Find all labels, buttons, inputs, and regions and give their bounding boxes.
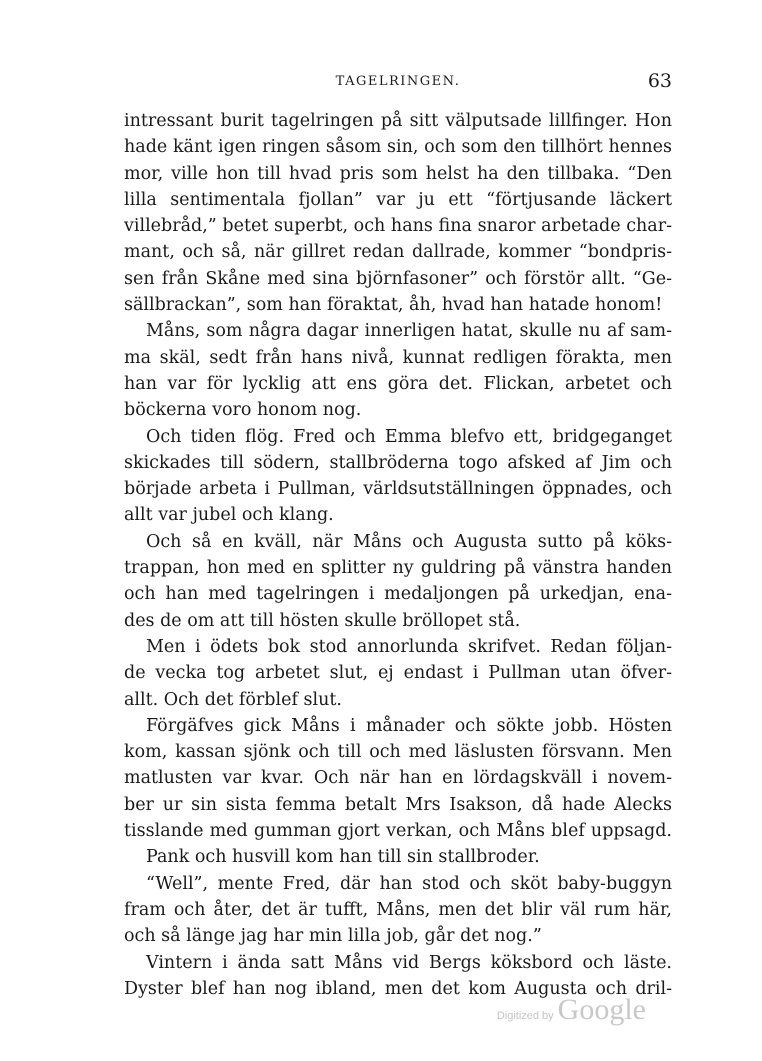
text-line: Men i ödets bok stod annorlunda skrifvet. Redan följan- (146, 636, 672, 657)
text-line: matlusten var kvar. Och när han en lördagskväll i novem- (124, 768, 672, 789)
text-line: trappan, hon med en splitter ny guldring på vänstra handen (124, 558, 672, 579)
text-line: Vintern i ända satt Måns vid Bergs köksbord och läste. (146, 952, 672, 973)
running-title: TAGELRINGEN. (335, 74, 461, 89)
text-line: ber ur sin sista femma betalt Mrs Isakson, då hade Alecks (124, 794, 672, 815)
text-line: han var för lycklig att ens göra det. Flickan, arbetet och (124, 373, 672, 394)
text-line: Måns, som några dagar innerligen hatat, skulle nu af sam- (146, 321, 672, 342)
text-line: Förgäfves gick Måns i månader och sökte jobb. Hösten (146, 715, 672, 736)
text-line: des de om att till hösten skulle bröllopet stå. (124, 610, 521, 631)
digitized-by-label: Digitized by (496, 1010, 554, 1022)
text-line: intressant burit tagelringen på sitt välputsade lillfinger. Hon (124, 111, 672, 131)
text-line: ma skäl, sedt från hans nivå, kunnat redligen förakta, men (124, 347, 672, 368)
text-line: hade känt igen ringen såsom sin, och som den tillhört hennes (124, 137, 672, 158)
text-line: började arbeta i Pullman, världsutställningen öppnades, och (124, 479, 672, 500)
body-text (124, 108, 672, 1002)
text-line: sen från Skåne med sina björnfasoner” och förstör allt. “Ge- (124, 268, 672, 289)
google-logo: Google (557, 993, 646, 1026)
text-line: sällbrackan”, som han föraktat, åh, hvad han hatade honom! (124, 295, 663, 316)
text-line: mant, och så, när gillret redan dallrade, kommer “bondpris- (124, 242, 672, 263)
text-line: Och tiden flög. Fred och Emma blefvo ett, bridgeganget (146, 426, 672, 447)
text-line: och så länge jag har min lilla job, går det nog.” (124, 926, 542, 947)
text-line: Dyster blef han nog ibland, men det kom Augusta och dril- (124, 978, 672, 999)
text-line: kom, kassan sjönk och till och med läslusten försvann. Men (124, 742, 672, 763)
text-line: skickades till södern, stallbröderna togo afsked af Jim och (124, 452, 672, 473)
text-line: Pank och husvill kom han till sin stallbroder. (146, 847, 540, 868)
text-line: villebråd,” betet superbt, och hans fina snaror arbetade char- (124, 216, 672, 237)
text-line: Och så en kväll, när Måns och Augusta sutto på köks- (146, 531, 672, 552)
text-line: “Well”, mente Fred, där han stod och sköt baby-buggyn (146, 873, 672, 894)
text-line: allt var jubel och klang. (124, 505, 334, 526)
text-line: lilla sentimentala fjollan” var ju ett “förtjusande läckert (124, 189, 672, 210)
text-line: tisslande med gumman gjort verkan, och Måns blef uppsagd. (124, 821, 672, 842)
text-line: mor, ville hon till hvad pris som helst ha den tillbaka. “Den (124, 163, 672, 184)
digitized-watermark (497, 993, 646, 1027)
text-line: och han med tagelringen i medaljongen på urkedjan, ena- (124, 584, 672, 605)
text-line: de vecka tog arbetet slut, ej endast i Pullman utan öfver- (124, 663, 672, 684)
page-header (124, 70, 672, 94)
page-number: 63 (647, 70, 672, 92)
text-line: böckerna voro honom nog. (124, 400, 362, 421)
text-line: fram och åter, det är tufft, Måns, men det blir väl rum här, (124, 899, 672, 920)
text-line: allt. Och det förblef slut. (124, 689, 342, 710)
